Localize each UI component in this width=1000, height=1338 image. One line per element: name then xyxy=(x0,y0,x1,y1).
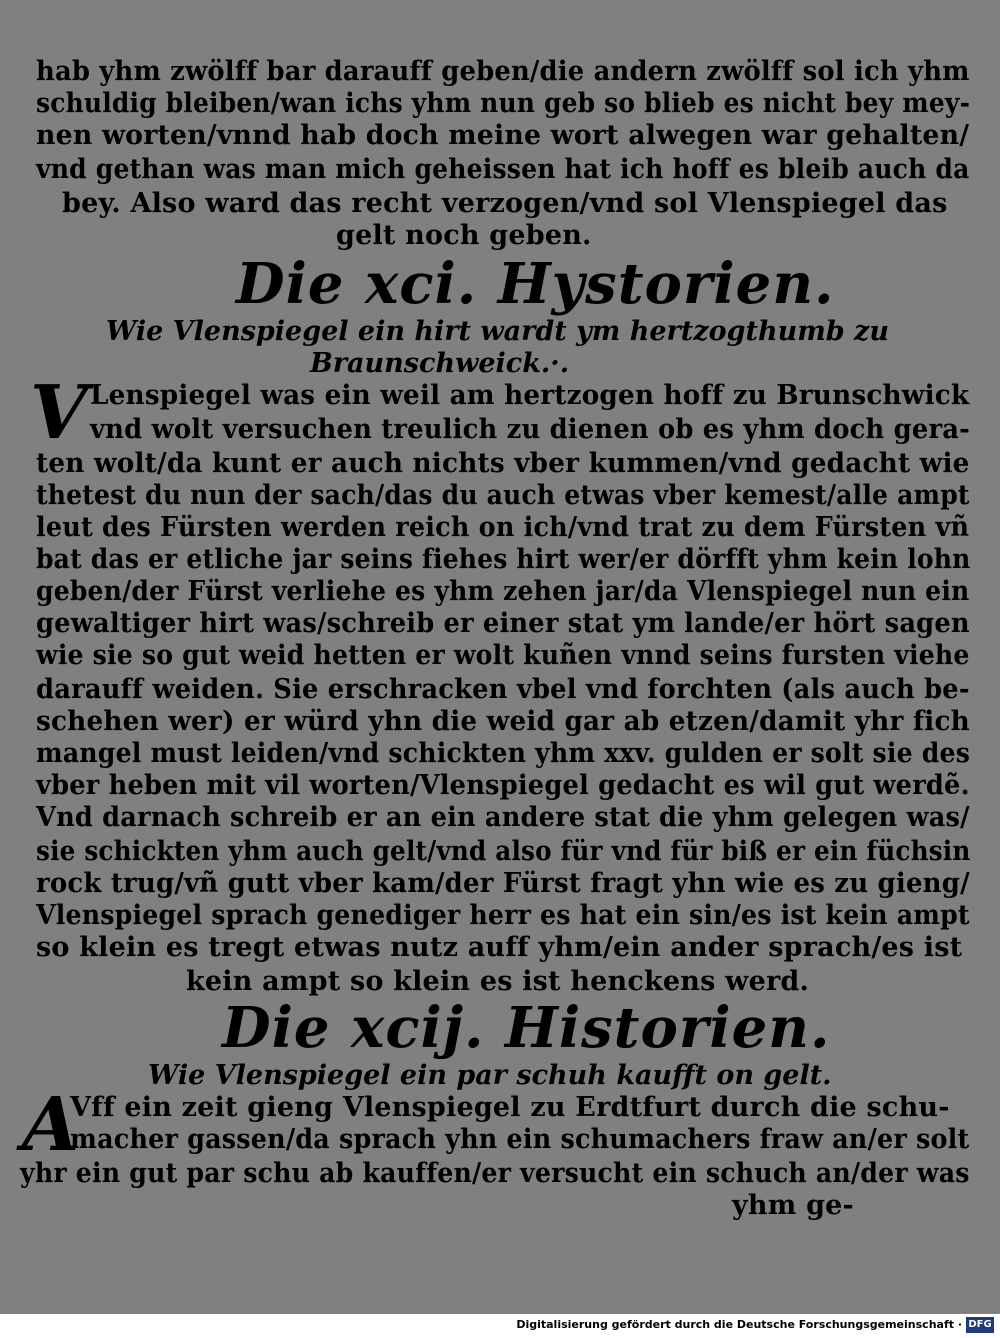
footer-credit: Digitalisierung gefördert durch die Deutsche Forschungsgemeinschaft · xyxy=(516,1318,962,1331)
text-line: wie sie so gut weid hetten er wolt kuñen vnnd seins fursten viehe xyxy=(36,640,970,671)
text-line: kein ampt so klein es ist henckens werd. xyxy=(186,966,810,997)
drop-capital: A xyxy=(22,1082,80,1168)
text-line: Vlenspiegel sprach genediger herr es hat ein sin/es ist kein ampt xyxy=(36,900,970,931)
text-line: nen worten/vnnd hab doch meine wort alwegen war gehalten/ xyxy=(36,120,970,151)
text-line: bey. Also ward das recht verzogen/vnd sol Vlenspiegel das xyxy=(62,188,948,219)
digitization-footer xyxy=(0,1314,1000,1338)
text-line: bat das er etliche jar seins fiehes hirt wer/er dörfft yhm kein lohn xyxy=(36,544,971,575)
chapter-heading: Die xci. Hystorien. xyxy=(236,251,835,317)
text-line: vber heben mit vil worten/Vlenspiegel gedacht es wil gut werdẽ. xyxy=(36,770,970,801)
dfg-logo: DFG xyxy=(966,1317,994,1333)
text-line: schuldig bleiben/wan ichs yhm nun geb so blieb es nicht bey mey- xyxy=(36,88,971,119)
text-line: Lenspiegel was ein weil am hertzogen hoff zu Brunschwick xyxy=(90,380,970,411)
text-line: rock trug/vñ gutt vber kam/der Fürst fragt yhn wie es zu gieng/ xyxy=(36,868,970,899)
text-line: vnd wolt versuchen treulich zu dienen ob es yhm doch gera- xyxy=(90,414,971,445)
text-line: darauff weiden. Sie erschracken vbel vnd forchten (als auch be- xyxy=(36,674,970,705)
text-line: thetest du nun der sach/das du auch etwas vber kemest/alle ampt xyxy=(36,480,970,511)
text-line: gelt noch geben. xyxy=(336,220,592,251)
chapter-subheading: Braunschweick.·. xyxy=(310,348,570,379)
text-line: leut des Fürsten werden reich on ich/vnd trat zu dem Fürsten vñ xyxy=(36,512,970,543)
text-line: vnd gethan was man mich geheissen hat ich hoff es bleib auch da xyxy=(36,154,970,185)
text-line: schehen wer) er würd yhn die weid gar ab etzen/damit yhr fich xyxy=(36,706,970,737)
chapter-subheading: Wie Vlenspiegel ein par schuh kaufft on gelt. xyxy=(148,1060,832,1091)
text-line: yhm ge- xyxy=(732,1190,854,1221)
chapter-heading: Die xcij. Historien. xyxy=(222,995,831,1061)
drop-capital: V xyxy=(30,370,88,456)
text-line: yhr ein gut par schu ab kauffen/er versucht ein schuch an/der was xyxy=(20,1158,970,1189)
text-line: macher gassen/da sprach yhn ein schumachers fraw an/er solt xyxy=(70,1124,970,1155)
text-line: Vff ein zeit gieng Vlenspiegel zu Erdtfurt durch die schu- xyxy=(70,1092,950,1123)
text-line: gewaltiger hirt was/schreib er einer stat ym lande/er hört sagen xyxy=(36,608,970,639)
chapter-subheading: Wie Vlenspiegel ein hirt wardt ym hertzogthumb zu xyxy=(106,316,890,347)
text-line: ten wolt/da kunt er auch nichts vber kummen/vnd gedacht wie xyxy=(36,448,970,479)
text-line: mangel must leiden/vnd schickten yhm xxv. gulden er solt sie des xyxy=(36,738,971,769)
text-line: geben/der Fürst verliehe es yhm zehen jar/da Vlenspiegel nun ein xyxy=(36,576,970,607)
text-line: so klein es tregt etwas nutz auff yhm/ein ander sprach/es ist xyxy=(36,932,963,963)
text-line: Vnd darnach schreib er an ein andere stat die yhm gelegen was/ xyxy=(36,802,970,833)
text-line: hab yhm zwölff bar darauff geben/die andern zwölff sol ich yhm xyxy=(36,56,970,87)
text-line: sie schickten yhm auch gelt/vnd also für vnd für biß er ein füchsin xyxy=(36,836,971,867)
